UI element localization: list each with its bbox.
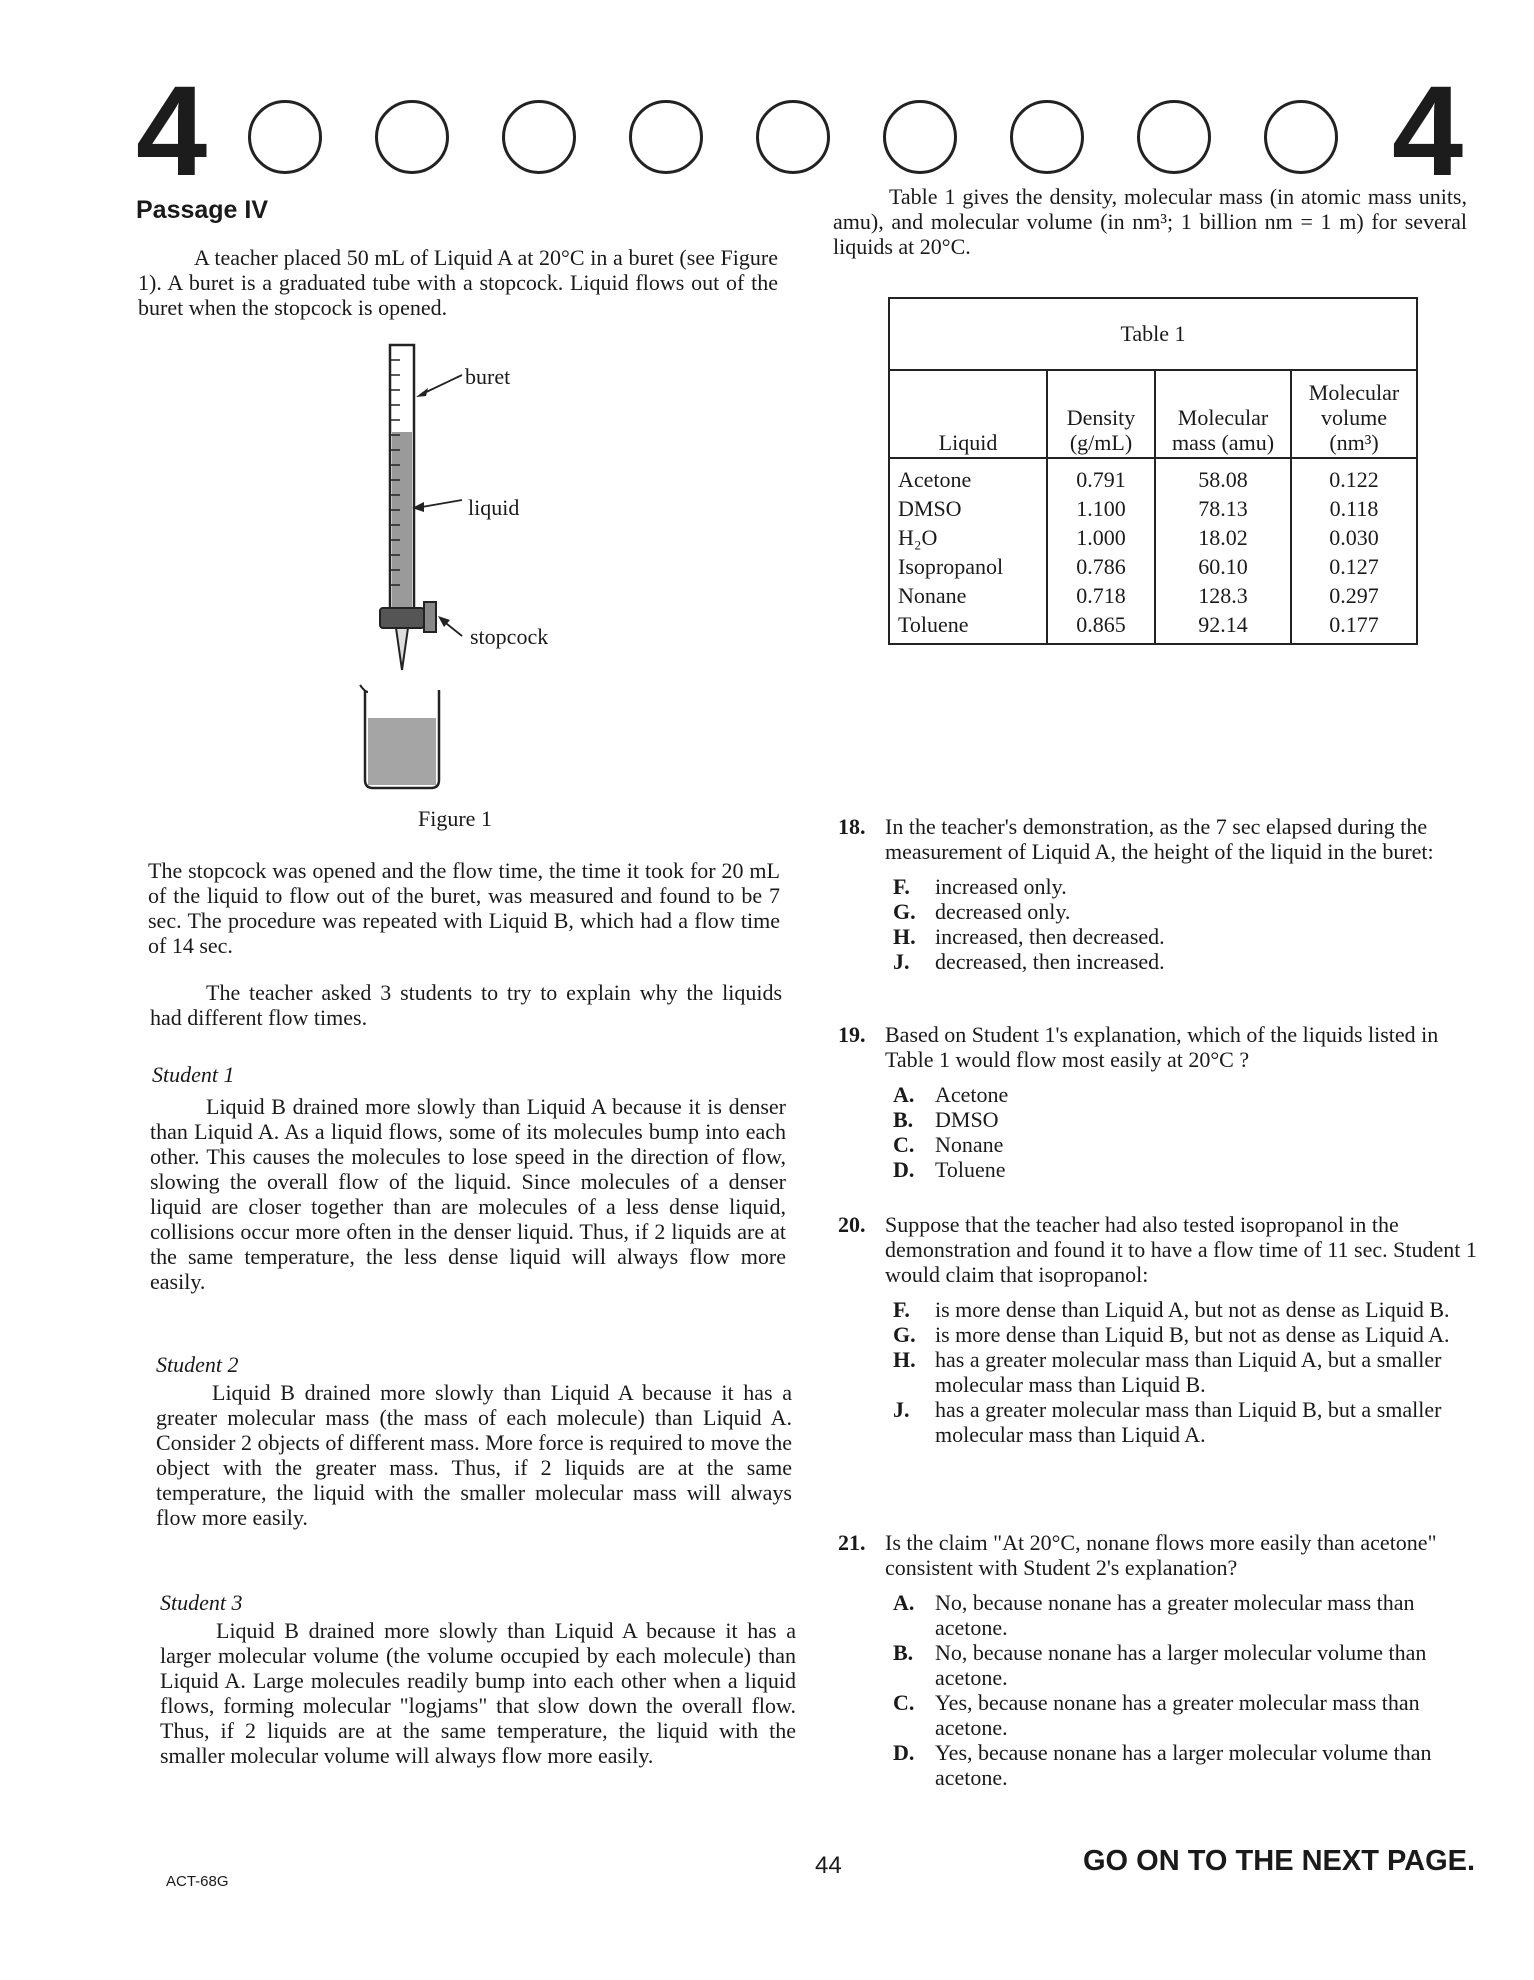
answer-option-g[interactable] (893, 1322, 1485, 1347)
passage-para-students: The teacher asked 3 students to try to explain why the liquids had different flow times. (150, 980, 782, 1030)
question-21 (838, 1530, 1485, 1790)
answer-option-f[interactable] (893, 1297, 1485, 1322)
option-text: Yes, because nonane has a greater molecular mass than acetone. (935, 1690, 1420, 1740)
answer-option-c[interactable] (893, 1132, 1485, 1157)
option-text: has a greater molecular mass than Liquid B, but a smaller molecular mass than Liquid A. (935, 1397, 1442, 1447)
cell-density: 0.865 (1047, 610, 1155, 643)
circle-decoration (375, 100, 449, 174)
circle-decoration (1264, 100, 1338, 174)
cell-volume: 0.127 (1291, 552, 1416, 581)
table-row (890, 458, 1416, 494)
cell-mass: 92.14 (1155, 610, 1291, 643)
answer-option-h[interactable] (893, 1347, 1485, 1397)
question-number: 18. (838, 814, 866, 839)
option-text: No, because nonane has a larger molecular volume than acetone. (935, 1640, 1427, 1690)
table-row (890, 610, 1416, 643)
cell-density: 1.100 (1047, 494, 1155, 523)
buret-figure (350, 340, 610, 800)
cell-mass: 128.3 (1155, 581, 1291, 610)
answer-option-j[interactable] (893, 1397, 1485, 1447)
page-number: 44 (815, 1852, 842, 1879)
question-text: Suppose that the teacher had also tested isopropanol in the demonstration and found it to have a flow time of 11 sec. Student 1 would claim that isopropanol: (885, 1212, 1477, 1287)
answer-option-d[interactable] (893, 1157, 1485, 1182)
circle-decoration (883, 100, 957, 174)
answer-option-j[interactable] (893, 949, 1485, 974)
option-letter: D. (893, 1157, 915, 1182)
option-text: Toluene (935, 1157, 1006, 1182)
table-row (890, 581, 1416, 610)
cell-liquid: Isopropanol (890, 552, 1047, 581)
cell-volume: 0.177 (1291, 610, 1416, 643)
circle-decoration (629, 100, 703, 174)
option-letter: G. (893, 1322, 916, 1347)
option-letter: C. (893, 1132, 915, 1157)
option-text: DMSO (935, 1107, 999, 1132)
cell-liquid: Toluene (890, 610, 1047, 643)
col-header-volume: Molecular volume (nm³) (1291, 371, 1416, 458)
cell-mass: 60.10 (1155, 552, 1291, 581)
go-on-notice: GO ON TO THE NEXT PAGE. (1083, 1845, 1476, 1877)
question-number: 20. (838, 1212, 866, 1237)
answer-option-g[interactable] (893, 899, 1485, 924)
cell-volume: 0.297 (1291, 581, 1416, 610)
option-letter: D. (893, 1740, 915, 1765)
option-text: decreased only. (935, 899, 1071, 924)
student-3-text: Liquid B drained more slowly than Liquid A because it has a larger molecular volume (the volume occupied by each molecule) than Liquid A. Large molecules readily bump into each other when a liquid flows, forming molecular "logjams" that slow down the overall flow. Thus, if 2 liquids are at the same temperature, the liquid with the smaller molecular volume will always flow more easily. (160, 1618, 796, 1768)
option-text: increased only. (935, 874, 1067, 899)
option-text: is more dense than Liquid B, but not as dense as Liquid A. (935, 1322, 1450, 1347)
option-letter: F. (893, 1297, 910, 1322)
option-letter: B. (893, 1107, 914, 1132)
table-intro: Table 1 gives the density, molecular mass (in atomic mass units, amu), and molecular volume (in nm³; 1 billion nm = 1 m) for several liquids at 20°C. (833, 184, 1467, 259)
section-number-left: 4 (136, 60, 208, 203)
answer-option-b[interactable] (893, 1640, 1485, 1690)
student-3-title: Student 3 (160, 1590, 243, 1615)
form-code: ACT-68G (166, 1873, 229, 1890)
question-18 (838, 814, 1485, 974)
liquid-label: liquid (468, 495, 520, 520)
passage-intro: A teacher placed 50 mL of Liquid A at 20°C in a buret (see Figure 1). A buret is a graduated tube with a stopcock. Liquid flows out of the buret when the stopcock is opened. (138, 245, 778, 320)
cell-liquid: H₂O (890, 523, 1047, 552)
col-header-density: Density (g/mL) (1047, 371, 1155, 458)
student-1-text: Liquid B drained more slowly than Liquid A because it is denser than Liquid A. As a liquid flows, some of its molecules bump into each other. This causes the molecules to lose speed in the direction of flow, slowing the overall flow of the liquid. Since molecules of a denser liquid are closer together than are molecules of a less dense liquid, collisions occur more often in the denser liquid. Thus, if 2 liquids are at the same temperature, the less dense liquid will always flow more easily. (150, 1094, 786, 1294)
data-table (890, 371, 1416, 643)
cell-mass: 78.13 (1155, 494, 1291, 523)
passage-heading: Passage IV (136, 196, 269, 224)
answer-option-h[interactable] (893, 924, 1485, 949)
stopcock-label: stopcock (470, 624, 549, 649)
question-20 (838, 1212, 1485, 1447)
buret-label: buret (465, 364, 511, 389)
option-text: Acetone (935, 1082, 1009, 1107)
option-letter: C. (893, 1690, 915, 1715)
table-title: Table 1 (890, 299, 1416, 371)
option-text: increased, then decreased. (935, 924, 1165, 949)
col-header-liquid: Liquid (890, 371, 1047, 458)
option-text: decreased, then increased. (935, 949, 1165, 974)
circle-decoration (756, 100, 830, 174)
student-2-title: Student 2 (156, 1352, 239, 1377)
passage-para-flow-time: The stopcock was opened and the flow time, the time it took for 20 mL of the liquid to flow out of the buret, was measured and found to be 7 sec. The procedure was repeated with Liquid B, which had a flow time of 14 sec. (148, 858, 780, 958)
option-text: has a greater molecular mass than Liquid A, but a smaller molecular mass than Liquid B. (935, 1347, 1442, 1397)
cell-density: 1.000 (1047, 523, 1155, 552)
question-text: Based on Student 1's explanation, which of the liquids listed in Table 1 would flow most easily at 20°C ? (885, 1022, 1439, 1072)
option-letter: A. (893, 1082, 915, 1107)
option-letter: A. (893, 1590, 915, 1615)
answer-option-d[interactable] (893, 1740, 1485, 1790)
option-letter: H. (893, 1347, 916, 1372)
table-row (890, 523, 1416, 552)
circle-decoration (248, 100, 322, 174)
table-1 (888, 297, 1418, 645)
cell-mass: 58.08 (1155, 458, 1291, 494)
circle-decoration (1137, 100, 1211, 174)
cell-liquid: Nonane (890, 581, 1047, 610)
cell-volume: 0.118 (1291, 494, 1416, 523)
table-row (890, 494, 1416, 523)
option-text: Nonane (935, 1132, 1004, 1157)
circle-decoration (1010, 100, 1084, 174)
student-1-title: Student 1 (152, 1062, 235, 1087)
option-letter: G. (893, 899, 916, 924)
question-text: In the teacher's demonstration, as the 7 sec elapsed during the measurement of Liquid A, the height of the liquid in the buret: (885, 814, 1434, 864)
answer-option-c[interactable] (893, 1690, 1485, 1740)
answer-option-f[interactable] (893, 874, 1485, 899)
question-number: 21. (838, 1530, 866, 1555)
table-row (890, 552, 1416, 581)
figure-caption: Figure 1 (418, 806, 492, 831)
cell-volume: 0.122 (1291, 458, 1416, 494)
cell-density: 0.718 (1047, 581, 1155, 610)
option-letter: H. (893, 924, 916, 949)
cell-density: 0.791 (1047, 458, 1155, 494)
cell-density: 0.786 (1047, 552, 1155, 581)
question-number: 19. (838, 1022, 866, 1047)
answer-option-a[interactable] (893, 1082, 1485, 1107)
option-letter: F. (893, 874, 910, 899)
option-letter: B. (893, 1640, 914, 1665)
section-number-right: 4 (1392, 60, 1464, 203)
option-text: Yes, because nonane has a larger molecular volume than acetone. (935, 1740, 1432, 1790)
circle-decoration (502, 100, 576, 174)
answer-option-a[interactable] (893, 1590, 1485, 1640)
student-2-text: Liquid B drained more slowly than Liquid A because it has a greater molecular mass (the mass of each molecule) than Liquid A. Consider 2 objects of different mass. More force is required to move the object with the greater mass. Thus, if 2 liquids are at the same temperature, the liquid with the smaller molecular mass will always flow more easily. (156, 1380, 792, 1530)
answer-option-b[interactable] (893, 1107, 1485, 1132)
option-text: is more dense than Liquid A, but not as dense as Liquid B. (935, 1297, 1450, 1322)
col-header-mass: Molecular mass (amu) (1155, 371, 1291, 458)
option-text: No, because nonane has a greater molecular mass than acetone. (935, 1590, 1415, 1640)
question-text: Is the claim "At 20°C, nonane flows more easily than acetone" consistent with Student 2's explanation? (885, 1530, 1437, 1580)
cell-liquid: DMSO (890, 494, 1047, 523)
question-19 (838, 1022, 1485, 1182)
cell-liquid: Acetone (890, 458, 1047, 494)
cell-mass: 18.02 (1155, 523, 1291, 552)
option-letter: J. (893, 949, 910, 974)
option-letter: J. (893, 1397, 910, 1422)
cell-volume: 0.030 (1291, 523, 1416, 552)
